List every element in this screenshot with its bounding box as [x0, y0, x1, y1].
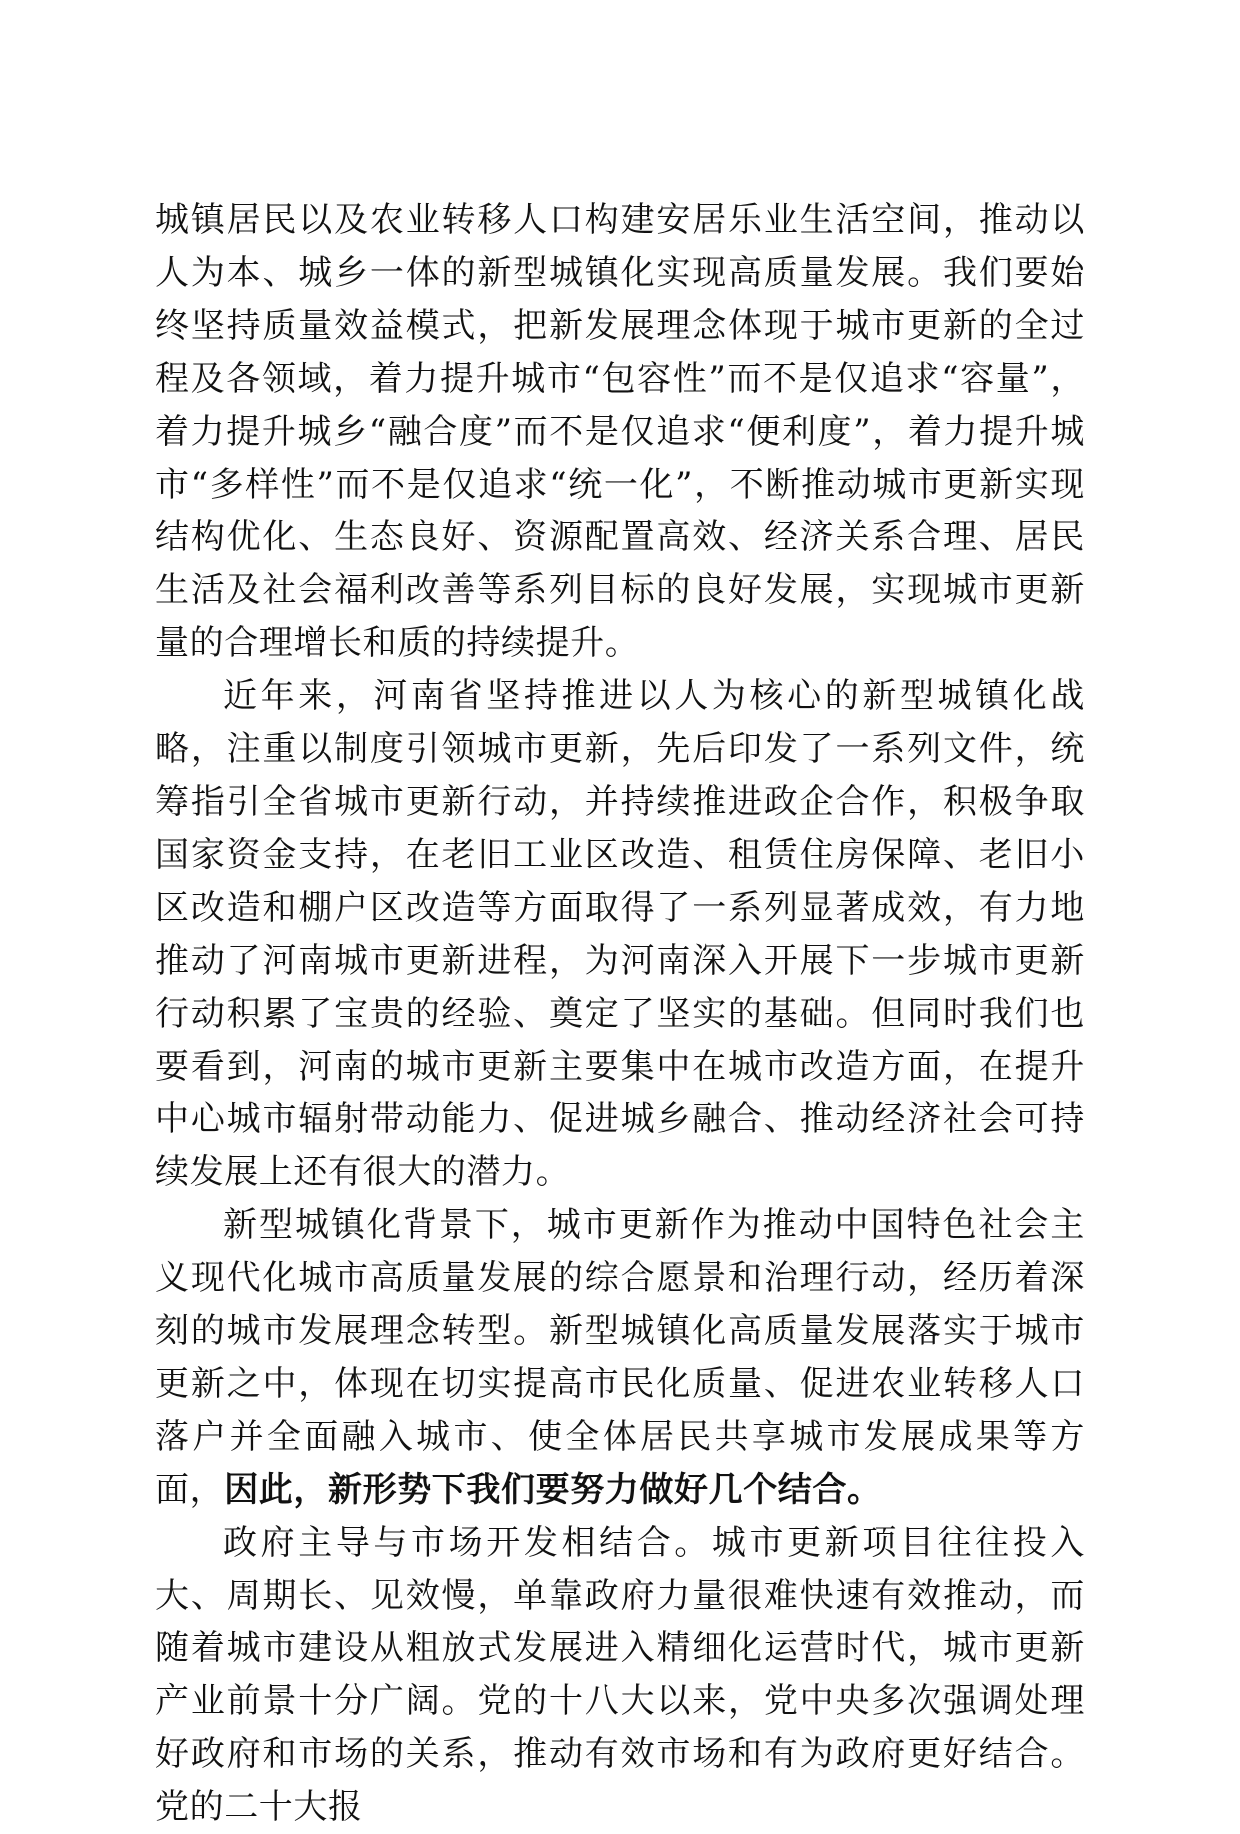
paragraph-new-urbanization: [155, 1199, 1085, 1516]
bold-conclusion-text: 因此，新形势下我们要努力做好几个结合。: [224, 1469, 882, 1510]
paragraph-continuation: 城镇居民以及农业转移人口构建安居乐业生活空间，推动以人为本、城乡一体的新型城镇化实现高质量发展。我们要始终坚持质量效益模式，把新发展理念体现于城市更新的全过程及各领域，着力提升城市“包容性”而不是仅追求“容量”，着力提升城乡“融合度”而不是仅追求“便利度”，着力提升城市“多样性”而不是仅追求“统一化”，不断推动城市更新实现结构优化、生态良好、资源配置高效、经济关系合理、居民生活及社会福利改善等系列目标的良好发展，实现城市更新量的合理增长和质的持续提升。: [155, 200, 1085, 664]
document-body: [155, 194, 1085, 1834]
paragraph-body-text: 新型城镇化背景下，城市更新作为推动中国特色社会主义现代化城市高质量发展的综合愿景和治理行动，经历着深刻的城市发展理念转型。新型城镇化高质量发展落实于城市更新之中，体现在切实提高市民化质量、促进农业转移人口落户并全面融入城市、使全体居民共享城市发展成果等方面，: [155, 1205, 1085, 1510]
paragraph-body-text: 城市更新项目往往投入大、周期长、见效慢，单靠政府力量很难快速有效推动，而随着城市建设从粗放式发展进入精细化运营时代，城市更新产业前景十分广阔。党的十八大以来，党中央多次强调处理好政府和市场的关系，推动有效市场和有为政府更好结合。党的二十大报: [155, 1522, 1085, 1828]
section-lead-phrase: 政府主导与市场开发相结合。: [223, 1522, 712, 1563]
paragraph-henan-progress: 近年来，河南省坚持推进以人为核心的新型城镇化战略，注重以制度引领城市更新，先后印发了一系列文件，统筹指引全省城市更新行动，并持续推进政企合作，积极争取国家资金支持，在老旧工业区改造、租赁住房保障、老旧小区改造和棚户区改造等方面取得了一系列显著成效，有力地推动了河南城市更新进程，为河南深入开展下一步城市更新行动积累了宝贵的经验、奠定了坚实的基础。但同时我们也要看到，河南的城市更新主要集中在城市改造方面，在提升中心城市辐射带动能力、促进城乡融合、推动经济社会可持续发展上还有很大的潜力。: [155, 676, 1085, 1193]
paragraph-government-market: [155, 1517, 1085, 1834]
